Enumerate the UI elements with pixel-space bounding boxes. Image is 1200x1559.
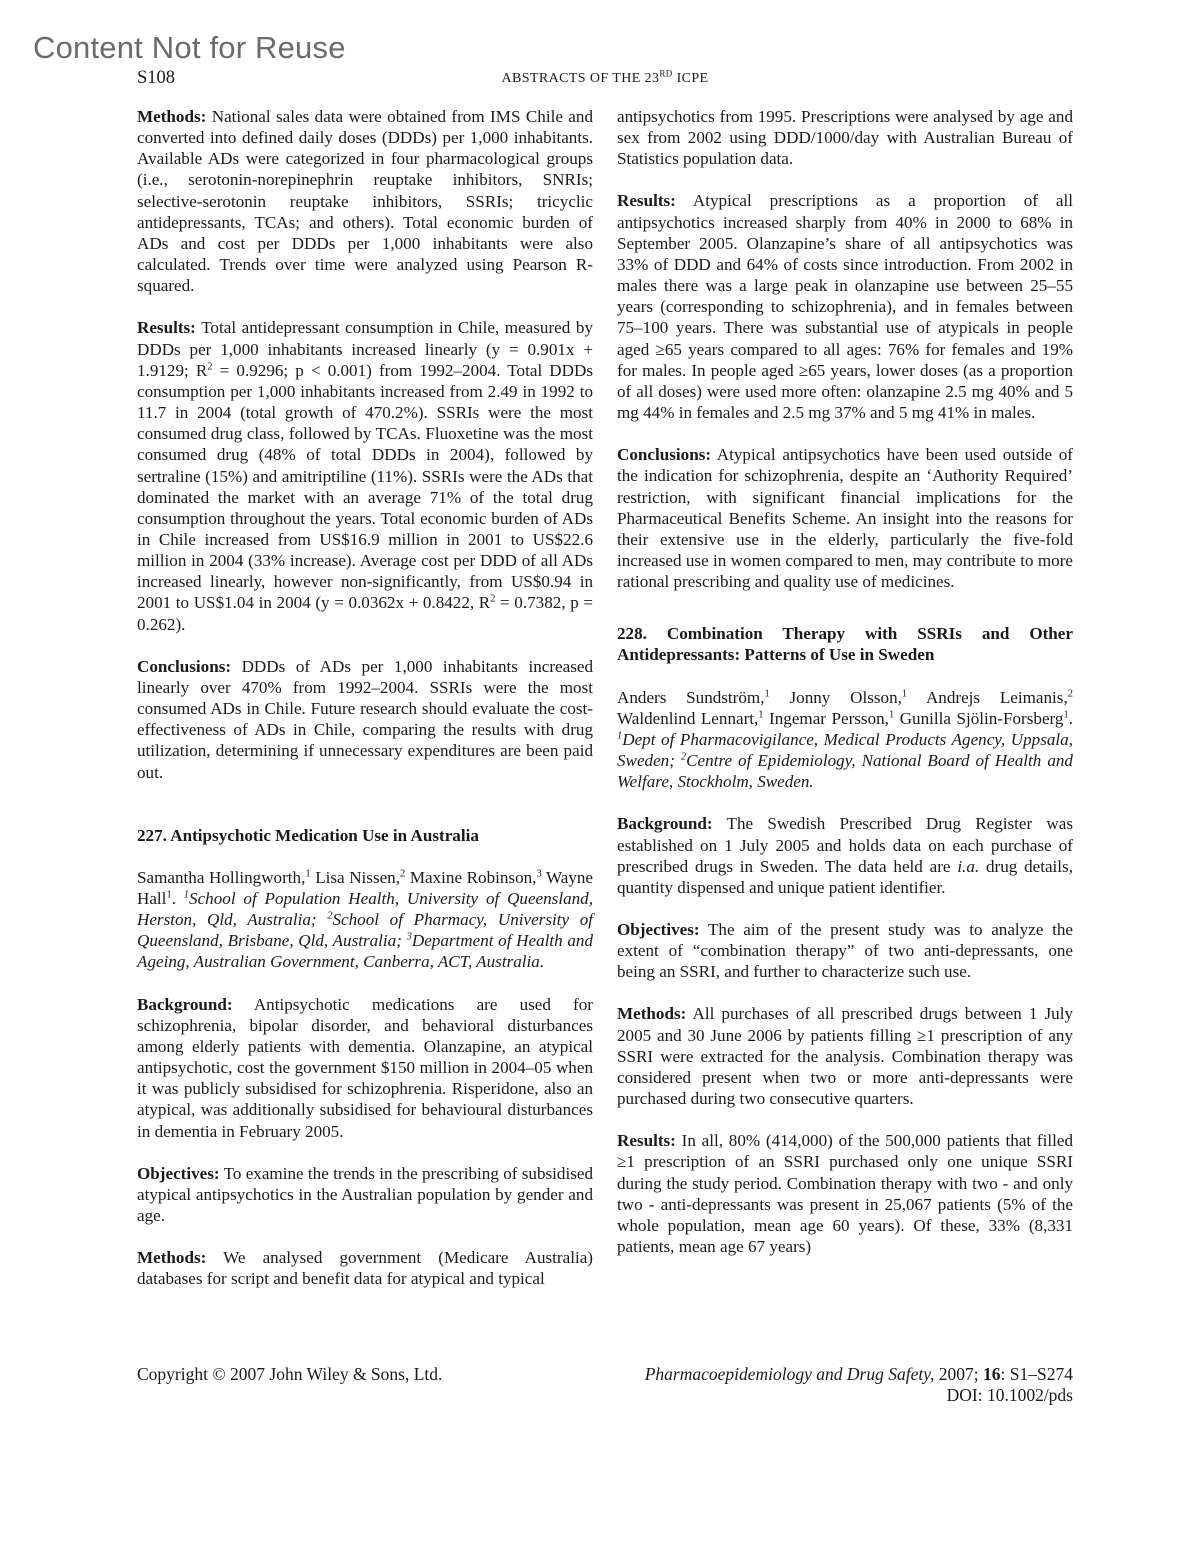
results-227-paragraph: Results: Atypical prescriptions as a proportion of all antipsychotics increased sharply from 40% in 2000 to 68% in September 2005. Olanzapine’s share of all antipsychotics was 33% of DDD and 64% of costs since introduction. From 2002 in males there was a large peak in olanzapine use between 25–55 years (corresponding to schizophrenia), and in females between 75–100 years. There was substantial use of atypicals in people aged ≥65 years compared to all ages: 76% for females and 19% for males. In people aged ≥65 years, lower doses (as a proportion of all doses) were used more often: olanzapine 2.5 mg 40% and 5 mg 44% in females and 2.5 mg 37% and 5 mg 41% in males. [617,191,1074,423]
background-228-label: Background: [617,814,713,834]
background-228-paragraph: Background: The Swedish Prescribed Drug Register was established on 1 July 2005 and holds data on each purchase of prescribed drugs in Sweden. The data held are i.a. drug details, quantity dispensed and unique patient identifier. [617,814,1073,897]
doi: DOI: 10.1002/pds [946,1385,1073,1405]
methods-227-paragraph: Methods: We analysed government (Medicare Australia) databases for script and benefit data for atypical and typical [137,1248,593,1289]
conclusions-227-paragraph: Conclusions: Atypical antipsychotics have been used outside of the indication for schizophrenia, despite an ‘Authority Required’ restriction, with significant financial implications for the Pharmaceutical Benefits Scheme. An insight into the reasons for their extensive use in the elderly, particularly the five-fold increased use in women compared to men, may contribute to more rational prescribing and quality use of medicines. [617,445,1073,592]
running-head [137,68,1073,92]
abstract-228-affiliations: $^1$Dept of Pharmacovigilance, Medical Products Agency, Uppsala, Sweden; $^2$Centre of Epidemiology, National Board of Health and Welfare, Stockholm, Sweden. [617,729,1073,792]
journal-citation: Pharmacoepidemiology and Drug Safety, 2007; 16: S1–S274 DOI: 10.1002/pds [644,1364,1073,1405]
watermark: Content Not for Reuse [33,30,346,65]
methods-paragraph: Methods: National sales data were obtained from IMS Chile and converted into defined daily doses (DDDs) per 1,000 inhabitants. Available ADs were categorized in four pharmacological groups (i.e., serotonin-norepinephrin reuptake inhibitors, SNRIs; selective-serotonin reuptake inhibitors, SSRIs; tricyclic antidepressants, TCAs; and others). Total economic burden of ADs and cost per DDDs per 1,000 inhabitants were also calculated. Trends over time were analyzed using Pearson R-squared. [137,107,593,296]
abstract-227-title: 227. Antipsychotic Medication Use in Australia [137,825,479,845]
methods-227-label: Methods: [137,1248,207,1268]
objectives-paragraph: Objectives: To examine the trends in the prescribing of subsidised atypical antipsychotics in the Australian population by gender and age. [137,1163,593,1226]
conclusions-paragraph: Conclusions: DDDs of ADs per 1,000 inhabitants increased linearly over 470% from 1992–2004. SSRIs were the most consumed ADs in Chile. Future research should evaluate the cost-effectiveness of ADs in Chile, comparing the results with drug utilization, determining if unnecessary expenditures are been paid out. [137,656,593,782]
right-column [617,106,1073,1278]
abstract-228-authors: Anders Sundström,$^1$ Jonny Olsson,$^1$ Andrejs Leimanis,$^2$ Waldenlind Lennart,$^1$ Ingemar Persson,$^1$ Gunilla Sjölin-Forsberg$^1$. $^1$Dept of Pharmacovigilance, Medical Products Agency, Uppsala, Sweden; $^2$Centre of Epidemiology, National Board of Health and Welfare, Stockholm, Sweden. [617,687,1073,792]
left-column [137,106,593,1311]
copyright-notice: Copyright © 2007 John Wiley & Sons, Ltd. [137,1364,443,1384]
methods-228-paragraph: Methods: All purchases of all prescribed drugs between 1 July 2005 and 30 June 2006 by patients filling ≥1 prescription of any SSRI were extracted for the analysis. Combination therapy was considered present when two or more anti-depressants were purchased during two consecutive quarters. [617,1004,1073,1109]
results-paragraph: Results: Total antidepressant consumption in Chile, measured by DDDs per 1,000 inhabitants increased linearly (y = 0.901x + 1.9129; $R^2 = 0.9296$; p < 0.001) from 1992–2004. Total DDDs consumption per 1,000 inhabitants increased from 2.49 in 1992 to 11.7 in 2004 (total growth of 470.2%). SSRIs were the most consumed drug class, followed by TCAs. Fluoxetine was the most consumed drug (48% of total DDDs in 2004), followed by sertraline (15%) and amitriptiline (11%). SSRIs were the ADs that dominated the market with an average 71% of the total drug consumption throughout the years. Total economic burden of ADs in Chile increased from US$16.9 million in 2001 to US$22.6 million in 2004 (33% increase). Average cost per DDD of all ADs increased linearly, however non-significantly, from US$0.94 in 2001 to US$1.04 in 2004 (y = 0.0362x + 0.8422, $R^2 = 0.7382$, p = 0.262). [137,318,594,634]
results-label: Results: [137,318,196,338]
objectives-228-paragraph: Objectives: The aim of the present study was to analyze the extent of “combination therapy” of two anti-depressants, one being an SSRI, and further to characterize such use. [617,920,1073,982]
abstract-228-title: 228. Combination Therapy with SSRIs and Other Antidepressants: Patterns of Use in Sweden [617,624,1073,665]
methods-label: Methods: [137,107,207,126]
abstract-227-authors: Samantha Hollingworth,$^1$ Lisa Nissen,$^2$ Maxine Robinson,$^3$ Wayne Hall$^1$. $^1$School of Population Health, University of Queensland, Herston, Qld, Australia; $^2$School of Pharmacy, University of Queensland, Brisbane, Qld, Australia; $^3$Department of Health and Ageing, Australian Government, Canberra, ACT, Australia. [137,867,594,972]
results-228-label: Results: [617,1131,676,1151]
results-227-label: Results: [617,191,676,211]
objectives-228-label: Objectives: [617,920,700,939]
methods-228-label: Methods: [617,1004,687,1024]
conclusions-227-label: Conclusions: [617,445,712,465]
conclusions-label: Conclusions: [137,656,232,676]
results-228-paragraph: Results: In all, 80% (414,000) of the 500,000 patients that filled ≥1 prescription of an SSRI purchased only one unique SSRI during the study period. Combination therapy with two - and only two - anti-depressants was present in 25,067 patients (5% of the whole population, mean age 60 years). Of these, 33% (8,331 patients, mean age 67 years) [617,1131,1073,1257]
objectives-label: Objectives: [137,1163,220,1183]
background-paragraph: Background: Antipsychotic medications are used for schizophrenia, bipolar disorder, and behavioral disturbances among elderly patients with dementia. Olanzapine, an atypical antipsychotic, cost the government $150 million in 2004–05 when it was publicly subsidised for schizophrenia. Risperidone, also an atypical, was additionally subsidised for behavioural disturbances in dementia in February 2005. [137,994,593,1141]
abstract-227-affiliations: $^1$School of Population Health, University of Queensland, Herston, Qld, Australia; $^2$School of Pharmacy, University of Queensland, Brisbane, Qld, Australia; $^3$Department of Health and Ageing, Australian Government, Canberra, ACT, Australia. [137,889,594,972]
methods-continued-paragraph: antipsychotics from 1995. Prescriptions were analysed by age and sex from 2002 using DDD/1000/day with Australian Bureau of Statistics population data. [617,107,1073,169]
background-label: Background: [137,994,233,1014]
journal-header: ABSTRACTS OF THE 23RD ICPE [501,68,709,86]
page-number: S108 [137,68,176,88]
